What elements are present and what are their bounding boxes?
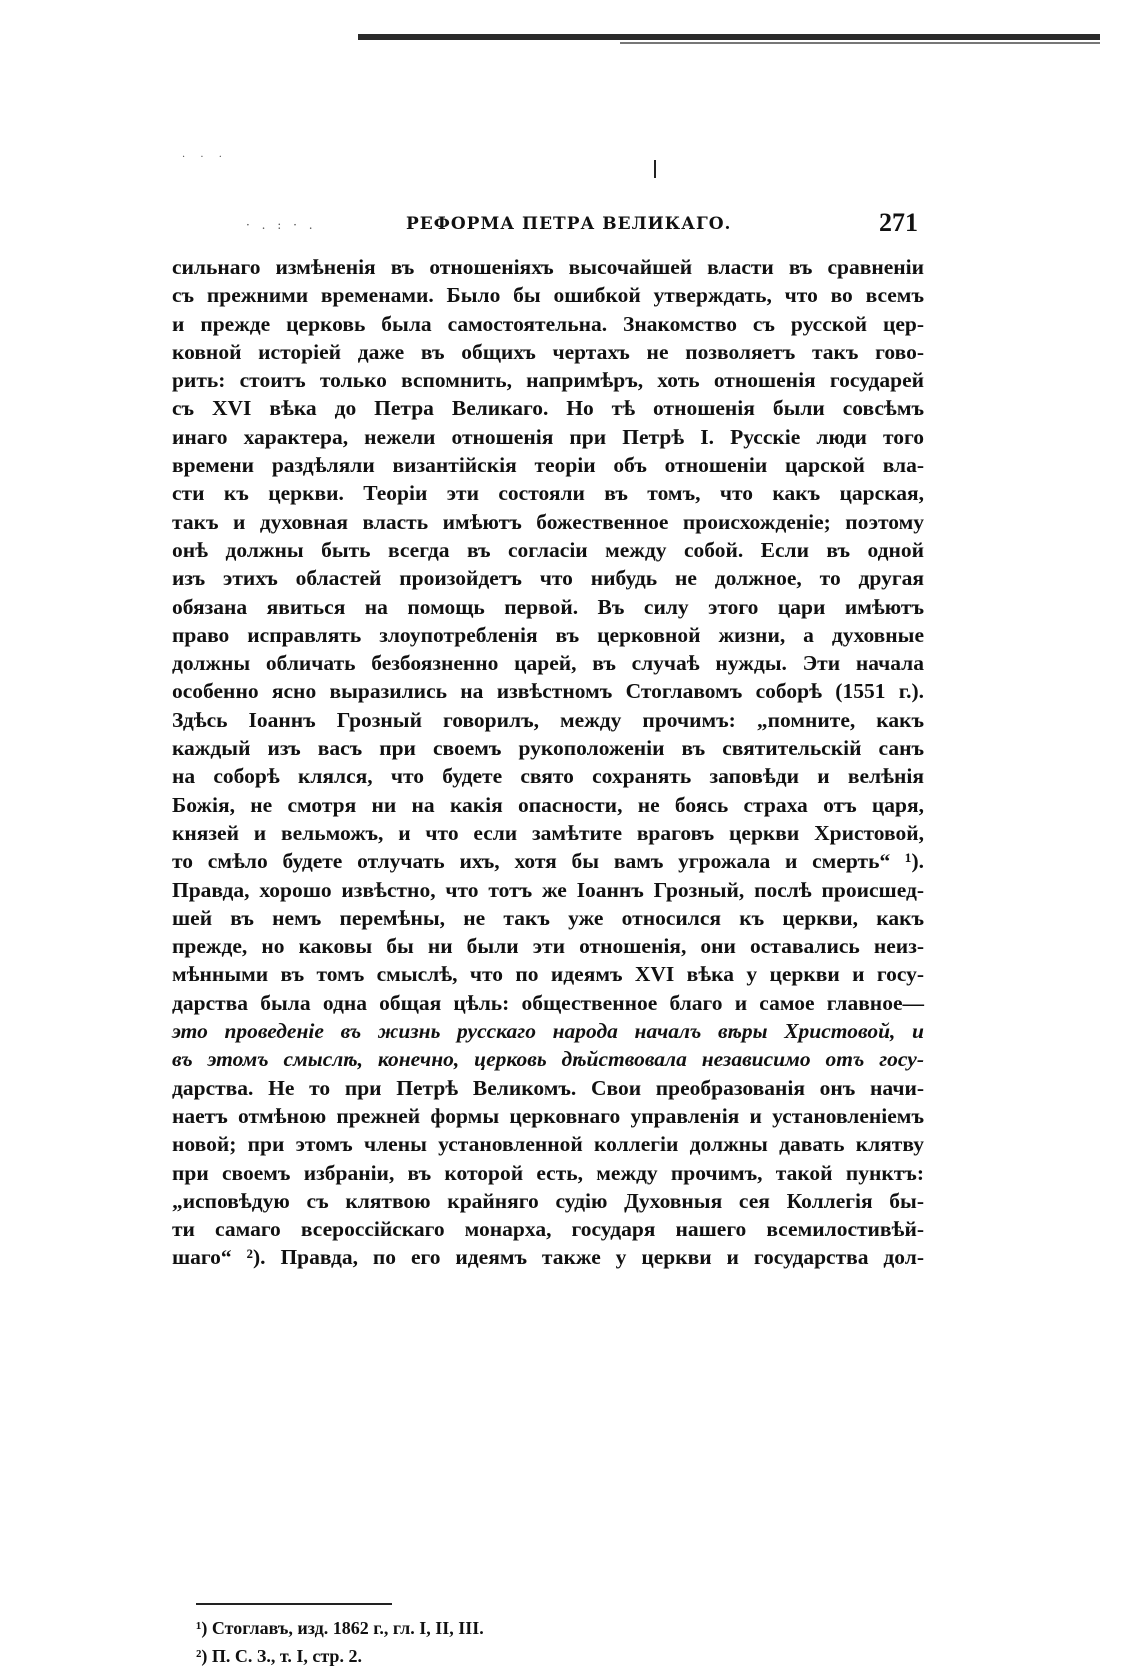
body-line: шаго“ ²). Правда, по его идеямъ также у церкви и государства дол- <box>172 1245 924 1270</box>
body-line: шей въ немъ перемѣны, не такъ уже относился къ церкви, какъ <box>172 905 924 930</box>
body-line: инаго характера, нежели отношенія при Петрѣ I. Русскіе люди того <box>172 424 924 449</box>
body-line: изъ этихъ областей произойдетъ что нибудь не должное, то другая <box>172 566 924 591</box>
scan-artifact-line <box>620 42 1100 44</box>
body-line: право исправлять злоупотребленія въ церковной жизни, а духовные <box>172 622 924 647</box>
footnote-1: ¹) Стоглавъ, изд. 1862 г., гл. I, II, III. <box>196 1618 484 1638</box>
body-line: должны обличать безбоязненно царей, въ случаѣ нужды. Эти начала <box>172 651 924 676</box>
body-line: обязана явиться на помощь первой. Въ силу этого цари имѣютъ <box>172 594 924 619</box>
body-line: рить: стоитъ только вспомнить, напримѣръ, хоть отношенія государей <box>172 368 924 393</box>
body-line: ковной исторіей даже въ общихъ чертахъ не позволяетъ такъ гово- <box>172 339 924 364</box>
body-line: на соборѣ клялся, что будете свято сохранять заповѣди и велѣнія <box>172 764 924 789</box>
body-line: съ XVI вѣка до Петра Великаго. Но тѣ отношенія были совсѣмъ <box>172 396 924 421</box>
body-line: Здѣсь Іоаннъ Грозный говорилъ, между прочимъ: „помните, какъ <box>172 707 924 732</box>
page-number: 271 <box>879 208 918 237</box>
body-line: князей и вельможъ, и что если замѣтите враговъ церкви Христовой, <box>172 820 924 845</box>
body-line: сильнаго измѣненія въ отношеніяхъ высочайшей власти въ сравненіи <box>172 255 924 279</box>
body-text <box>172 253 924 1272</box>
body-line: и прежде церковь была самостоятельна. Знакомство съ русской цер- <box>172 311 924 336</box>
footnotes <box>196 1614 796 1670</box>
body-line: Божія, не смотря ни на какія опасности, не боясь страха отъ царя, <box>172 792 924 817</box>
body-line: такъ и духовная власть имѣютъ божественное происхожденіе; поэтому <box>172 509 924 534</box>
body-line: сти къ церкви. Теоріи эти состояли въ томъ, что какъ царская, <box>172 481 924 506</box>
body-line: Правда, хорошо извѣстно, что тотъ же Іоаннъ Грозный, послѣ происшед- <box>172 877 924 902</box>
header-specks: · . : · . <box>246 218 317 232</box>
scan-specks: · · · <box>182 152 228 163</box>
body-line: особенно ясно выразились на извѣстномъ Стоглавомъ соборѣ (1551 г.). <box>172 679 924 704</box>
body-line: каждый изъ васъ при своемъ рукоположеніи въ святительскій санъ <box>172 736 924 761</box>
body-line: новой; при этомъ члены установленной коллегіи должны давать клятву <box>172 1132 924 1157</box>
page-header <box>168 208 928 244</box>
body-line: времени раздѣляли византійскія теоріи объ отношеніи царской вла- <box>172 453 924 478</box>
body-line: дарства была одна общая цѣль: общественное благо и самое главное— <box>172 990 924 1015</box>
body-line: при своемъ избраніи, въ которой есть, между прочимъ, такой пунктъ: <box>172 1160 924 1185</box>
body-line: дарства. Не то при Петрѣ Великомъ. Свои преобразованія онъ начи- <box>172 1075 924 1100</box>
body-line: мѣнными въ томъ смыслѣ, что по идеямъ XVI вѣка у церкви и госу- <box>172 962 924 987</box>
body-line: это проведеніе въ жизнь русскаго народа началъ вѣры Христовой, и <box>172 1019 924 1044</box>
body-line: онѣ должны быть всегда въ согласіи между собой. Если въ одной <box>172 537 924 562</box>
body-line: то смѣло будете отлучать ихъ, хотя бы вамъ угрожала и смерть“ ¹). <box>172 849 924 874</box>
body-line: наетъ отмѣною прежней формы церковнаго управленія и установленіемъ <box>172 1103 924 1128</box>
body-line: съ прежними временами. Было бы ошибкой утверждать, что во всемъ <box>172 283 924 308</box>
scan-artifact-bar <box>358 34 1100 40</box>
scan-mark <box>654 160 656 178</box>
footnote-2: ²) П. С. З., т. I, стр. 2. <box>196 1646 362 1666</box>
body-line: прежде, но каковы бы ни были эти отношенія, они оставались неиз- <box>172 934 924 959</box>
running-title: РЕФОРМА ПЕТРА ВЕЛИКАГО. <box>406 214 732 234</box>
body-line: ти самаго всероссійскаго монарха, государя нашего всемилостивѣй- <box>172 1217 924 1242</box>
body-line: „исповѣдую съ клятвою крайняго судію Духовныя сея Коллегія бы- <box>172 1188 924 1213</box>
footnote-rule <box>196 1603 392 1605</box>
body-line: въ этомъ смыслѣ, конечно, церковь дѣйствовала независимо отъ госу- <box>172 1047 924 1072</box>
